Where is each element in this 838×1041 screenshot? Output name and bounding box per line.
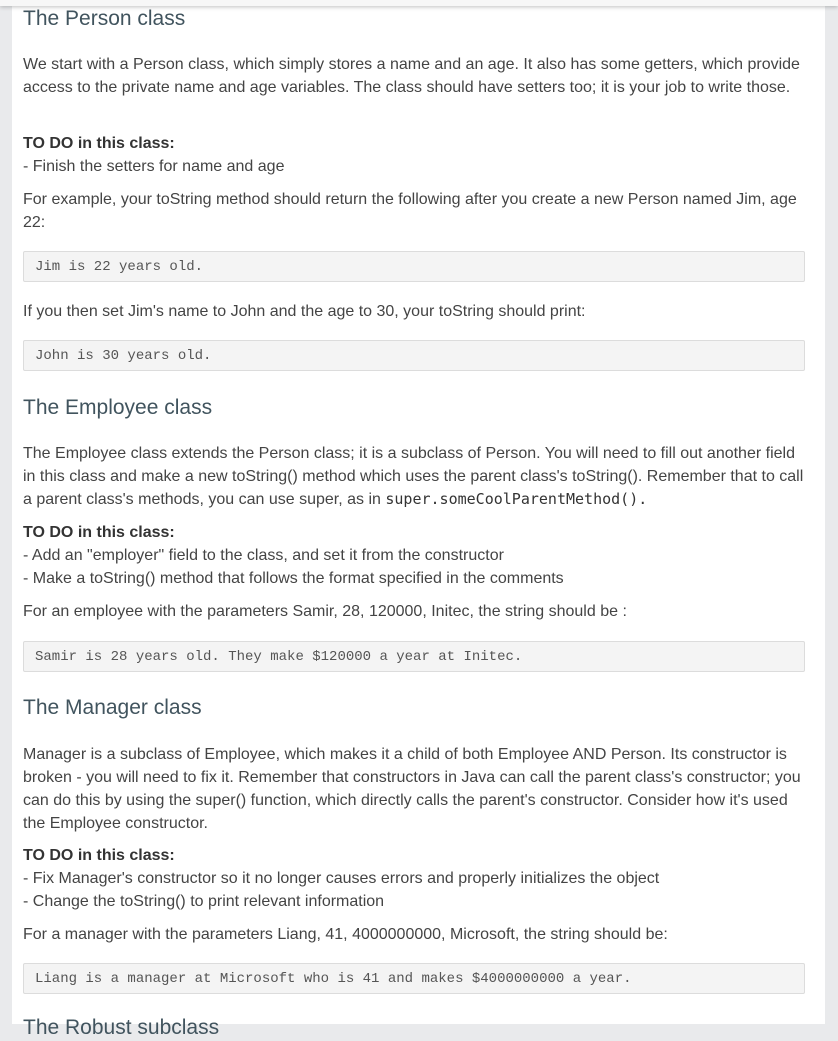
employee-todo-title: TO DO in this class:: [23, 524, 175, 541]
person-intro-paragraph: We start with a Person class, which simply stores a name and an age. It also has some getters, which provide access to the private name and age variables. The class should have setters too; it is your job to write those.: [23, 56, 800, 96]
person-code-block-2: John is 30 years old.: [23, 340, 805, 371]
manager-class-heading: The Manager class: [23, 696, 202, 719]
person-todo-item: - Finish the setters for name and age: [23, 158, 285, 175]
manager-example-text: For a manager with the parameters Liang, 41, 4000000000, Microsoft, the string should be:: [23, 926, 668, 943]
manager-todo-item-1: - Fix Manager's constructor so it no longer causes errors and properly initializes the object: [23, 870, 660, 887]
manager-intro-paragraph: Manager is a subclass of Employee, which makes it a child of both Employee AND Person. Its constructor is broken - you will need to fix it. Remember that constructors in Java can call the parent class's constructor; you can do this by using the super() function, which directly calls the parent's constructor. Consider how it's used the Employee constructor.: [23, 746, 801, 832]
manager-todo-item-2: - Change the toString() to print relevant information: [23, 893, 385, 910]
manager-code-block: Liang is a manager at Microsoft who is 41 and makes $4000000000 a year.: [23, 963, 805, 994]
person-example-text: For example, your toString method should return the following after you create a new Person named Jim, age 22:: [23, 191, 797, 231]
robust-subclass-heading: The Robust subclass: [23, 1016, 220, 1039]
employee-intro-text: The Employee class extends the Person class; it is a subclass of Person. You will need to fill out another field in this class and make a new toString() method which uses the parent class's toString(). Remember that to call a parent class's methods, you can use super, as in: [23, 445, 804, 508]
person-code-block-1: Jim is 22 years old.: [23, 251, 805, 282]
top-toolbar-shadow: [0, 0, 838, 6]
person-class-heading: The Person class: [23, 7, 186, 30]
person-todo-title: TO DO in this class:: [23, 135, 175, 152]
employee-todo-item-1: - Add an "employer" field to the class, and set it from the constructor: [23, 547, 504, 564]
employee-inline-code: super.someCoolParentMethod().: [385, 490, 648, 508]
document-page: [12, 0, 825, 1039]
employee-intro-paragraph: [23, 442, 805, 511]
employee-code-block: Samir is 28 years old. They make $120000 a year at Initec.: [23, 641, 805, 672]
employee-todo-item-2: - Make a toString() method that follows the format specified in the comments: [23, 570, 564, 587]
employee-class-heading: The Employee class: [23, 396, 213, 419]
manager-todo-title: TO DO in this class:: [23, 847, 175, 864]
person-example-text-2: If you then set Jim's name to John and the age to 30, your toString should print:: [23, 303, 586, 320]
employee-example-text: For an employee with the parameters Samir, 28, 120000, Initec, the string should be :: [23, 603, 627, 620]
